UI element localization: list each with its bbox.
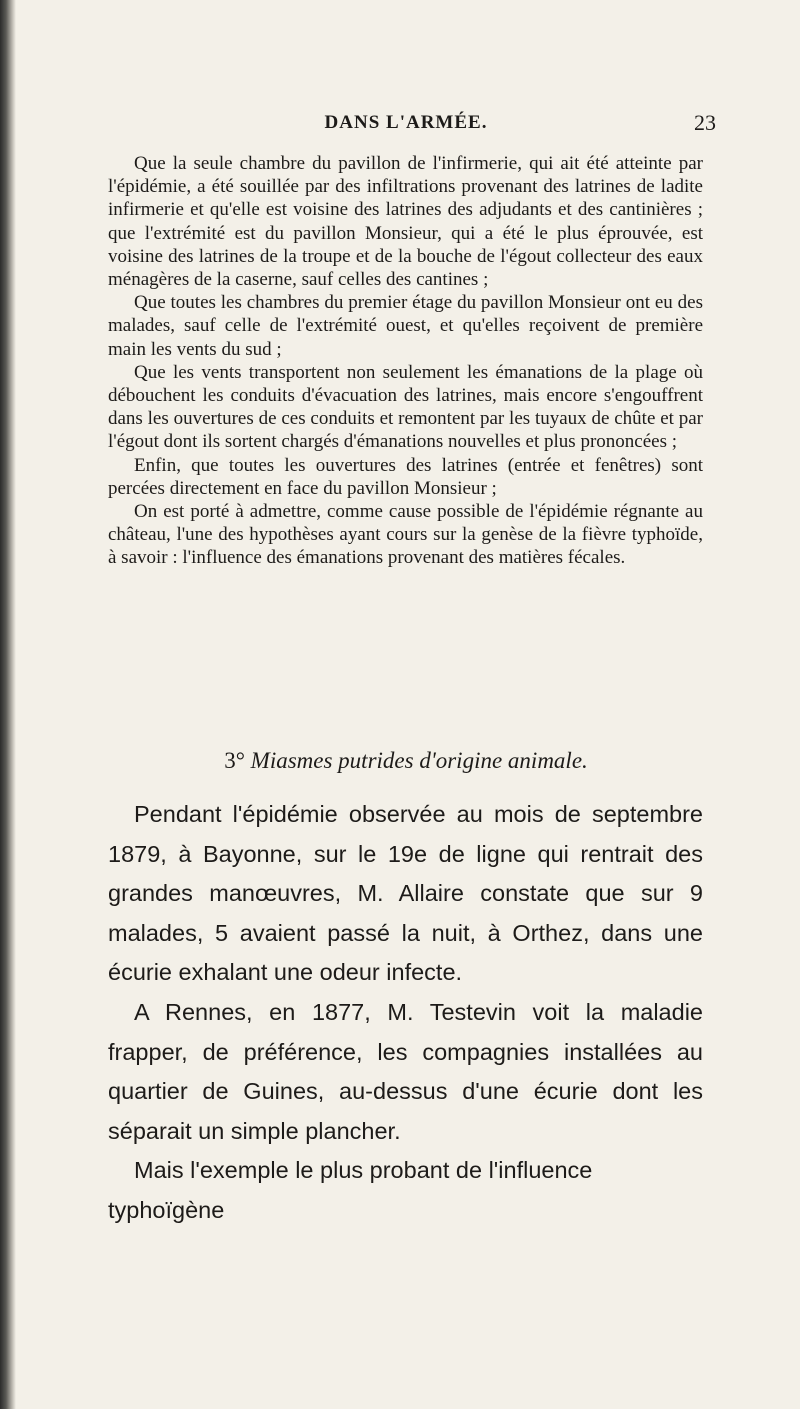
paragraph: Que les vents transportent non seulement les émanations de la plage où débouchent les conduits d'évacuation des latrines, mais encore s'engouffrent dans les ouvertures de ces conduits et remontent par les tuyaux de chûte et par l'égout dont ils sortent chargés d'émanations nouvelles et plus prononcées ;: [108, 361, 703, 453]
page-number: 23: [694, 110, 716, 135]
paragraph: Pendant l'épidémie observée au mois de septembre 1879, à Bayonne, sur le 19e de ligne qui rentrait des grandes manœuvres, M. Allaire constate que sur 9 malades, 5 avaient passé la nuit, à Orthez, dans une écurie exhalant une odeur infecte.: [108, 801, 703, 986]
section-title: Miasmes putrides d'origine animale.: [250, 748, 588, 773]
body-text-small: [108, 152, 703, 570]
body-text-large: [108, 795, 703, 1231]
paragraph: Que toutes les chambres du premier étage du pavillon Monsieur ont eu des malades, sauf celle de l'extrémité ouest, et qu'elles reçoivent de première main les vents du sud ;: [108, 292, 703, 360]
paragraph: On est porté à admettre, comme cause possible de l'épidémie régnante au château, l'une des hypothèses ayant cours sur la genèse de la fièvre typhoïde, à savoir : l'influence des émanations provenant des matières fécales.: [108, 501, 703, 569]
paragraph: Que la seule chambre du pavillon de l'infirmerie, qui ait été atteinte par l'épidémie, a été souillée par des infiltrations provenant des latrines de ladite infirmerie et qu'elle est voisine des latrines des adjudants et des cantinières ; que l'extrémité est du pavillon Monsieur, qui a été le plus éprouvée, est voisine des latrines de la troupe et de la bouche de l'égout collecteur des eaux ménagères de la caserne, sauf celles des cantines ;: [108, 153, 703, 291]
running-title: DANS L'ARMÉE.: [324, 112, 488, 133]
section-heading: [96, 748, 716, 774]
page-binding-edge: [0, 0, 16, 1409]
section-number: 3°: [224, 748, 245, 773]
paragraph: Mais l'exemple le plus probant de l'influence typhoïgène: [108, 1157, 593, 1223]
paragraph: Enfin, que toutes les ouvertures des latrines (entrée et fenêtres) sont percées directement en face du pavillon Monsieur ;: [108, 454, 703, 499]
paragraph: A Rennes, en 1877, M. Testevin voit la maladie frapper, de préférence, les compagnies installées au quartier de Guines, au-dessus d'une écurie dont les séparait un simple plancher.: [108, 998, 703, 1144]
page-header: [96, 112, 716, 142]
